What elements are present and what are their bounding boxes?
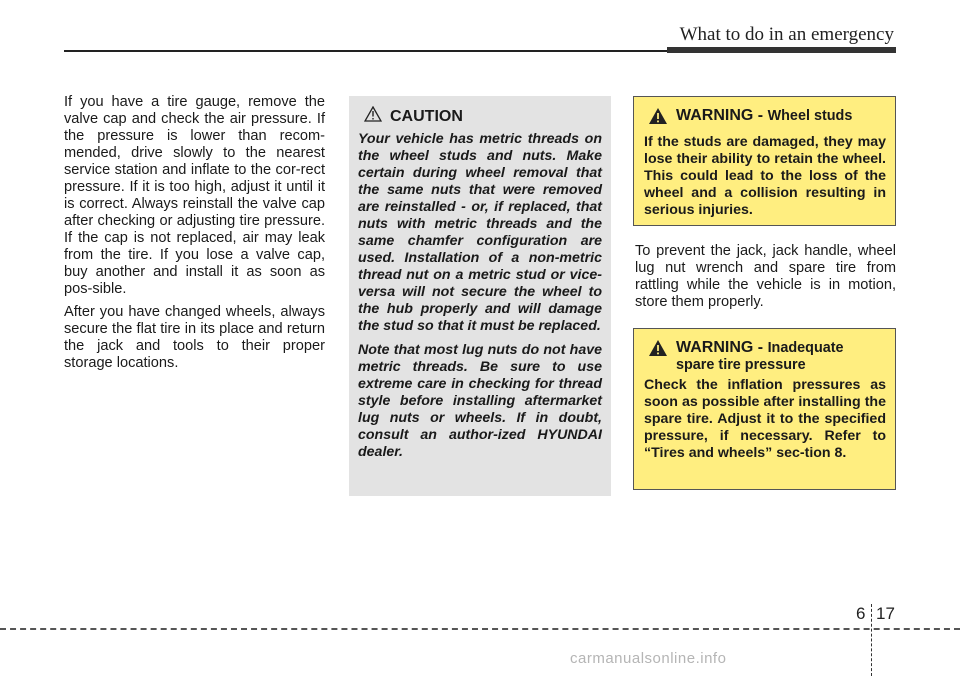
caution-box [349, 96, 611, 496]
warning-wheel-studs-box [633, 96, 896, 226]
warning-body: Check the inflation pressures as soon as possible after installing the spare tire. Adjust it to the specified pressure, if necessary. Refer to “Tires and wheels” sec-tion 8. [644, 377, 886, 461]
left-paragraph-1: If you have a tire gauge, remove the valve cap and check the air pressure. If the pressure is lower than recom-mended, drive slowly to the nearest service station and inflate to the cor-rect pressure. If it is too high, adjust it until it is correct. Always reinstall the valve cap after checking or adjusting tire pressure. If the cap is not replaced, air may leak from the tire. If you lose a valve cap, buy another and install it as soon as pos-sible. [64, 94, 325, 297]
warning-subtitle-line2: spare tire pressure [676, 357, 806, 373]
header-bar [667, 47, 896, 53]
warning-triangle-icon [648, 339, 668, 362]
warning-word: WARNING - [676, 339, 764, 356]
caution-body [358, 131, 602, 461]
caution-paragraph-2: Note that most lug nuts do not have metric threads. Be sure to use extreme care in checking for thread style before installing aftermarket lug nuts or wheels. If in doubt, consult an author-ized HYUNDAI dealer. [358, 342, 602, 460]
storage-paragraph: To prevent the jack, jack handle, wheel lug nut wrench and spare tire from rattling while the vehicle is in motion, store them properly. [635, 243, 896, 310]
watermark: carmanualsonline.info [570, 650, 727, 667]
caution-header [364, 106, 602, 127]
chapter-number: 6 [856, 604, 866, 623]
caution-paragraph-1: Your vehicle has metric threads on the wheel studs and nuts. Make certain during wheel removal that the same nuts that were removed are reinstalled - or, if replaced, that nuts with metric threads and the same chamfer configuration are used. Installation of a non-metric thread nut on a metric stud or vice-versa will not secure the wheel to the hub properly and will damage the stud so that it must be replaced. [358, 131, 602, 334]
warning-triangle-icon [648, 107, 668, 130]
warning-spare-box [633, 328, 896, 490]
left-paragraph-2: After you have changed wheels, always secure the flat tire in its place and return the jack and tools to their proper storage locations. [64, 304, 325, 371]
footer-rule [0, 628, 960, 630]
warning-subtitle-line1: Inadequate [767, 340, 844, 356]
left-column [64, 94, 325, 378]
caution-triangle-icon [364, 106, 382, 127]
page-divider [871, 604, 872, 676]
page-number: 17 [876, 604, 895, 623]
header-rule [64, 50, 667, 52]
warning-body: If the studs are damaged, they may lose their ability to retain the wheel. This could lead to the loss of the wheel and a collision resulting in serious injuries. [644, 134, 886, 218]
warning-header [648, 339, 886, 373]
header-title: What to do in an emergency [679, 24, 894, 45]
warning-header [648, 107, 886, 130]
warning-subtitle: Wheel studs [767, 108, 853, 124]
caution-title: CAUTION [390, 107, 463, 125]
warning-word: WARNING - [676, 107, 764, 124]
